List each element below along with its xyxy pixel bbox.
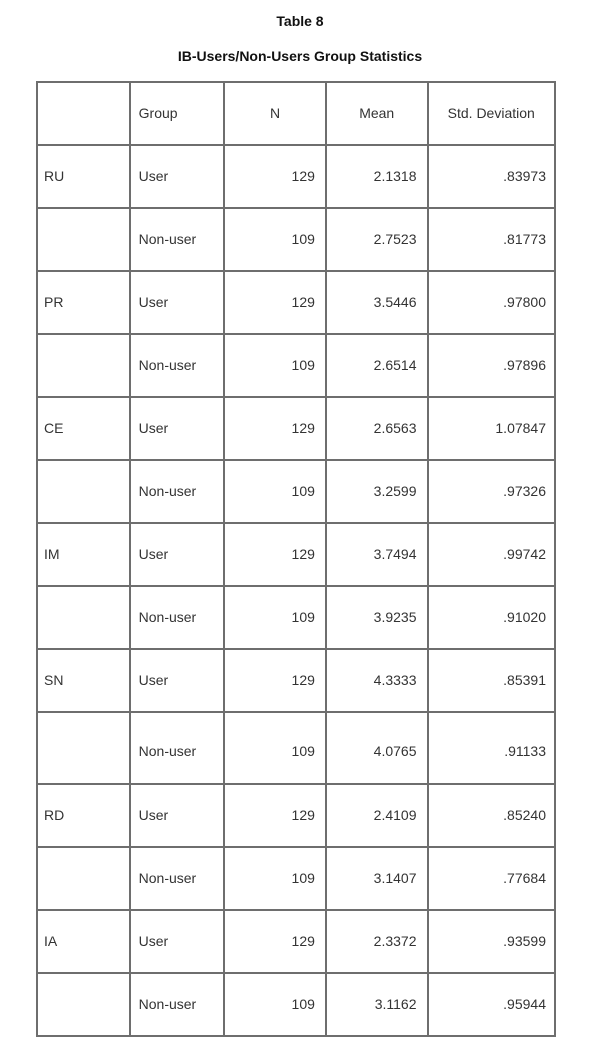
header-cell-mean: Mean xyxy=(327,83,429,146)
cell-variable xyxy=(38,974,131,1037)
cell-std-deviation: .77684 xyxy=(429,848,557,911)
cell-std-deviation: .97800 xyxy=(429,272,557,335)
cell-mean: 3.9235 xyxy=(327,587,429,650)
cell-group: User xyxy=(131,524,226,587)
cell-mean: 3.2599 xyxy=(327,461,429,524)
cell-std-deviation: .85240 xyxy=(429,785,557,848)
table-row xyxy=(38,335,556,398)
cell-n: 129 xyxy=(225,650,327,713)
cell-std-deviation: .95944 xyxy=(429,974,557,1037)
table-row xyxy=(38,146,556,209)
table-row xyxy=(38,974,556,1037)
cell-n: 129 xyxy=(225,398,327,461)
table-row xyxy=(38,848,556,911)
cell-variable: RU xyxy=(38,146,131,209)
cell-n: 109 xyxy=(225,848,327,911)
cell-group: User xyxy=(131,911,226,974)
cell-mean: 3.1162 xyxy=(327,974,429,1037)
cell-group: Non-user xyxy=(131,587,226,650)
cell-group: Non-user xyxy=(131,974,226,1037)
header-cell-variable xyxy=(38,83,131,146)
cell-std-deviation: .99742 xyxy=(429,524,557,587)
cell-group: User xyxy=(131,398,226,461)
table-row xyxy=(38,209,556,272)
cell-std-deviation: .91020 xyxy=(429,587,557,650)
table-header-row xyxy=(38,83,556,146)
cell-group: Non-user xyxy=(131,713,226,785)
cell-std-deviation: .97896 xyxy=(429,335,557,398)
cell-variable: IM xyxy=(38,524,131,587)
cell-variable: PR xyxy=(38,272,131,335)
cell-variable xyxy=(38,587,131,650)
cell-group: User xyxy=(131,650,226,713)
cell-mean: 4.3333 xyxy=(327,650,429,713)
table-row xyxy=(38,461,556,524)
cell-variable xyxy=(38,713,131,785)
cell-mean: 3.1407 xyxy=(327,848,429,911)
cell-n: 129 xyxy=(225,146,327,209)
cell-group: Non-user xyxy=(131,335,226,398)
cell-mean: 2.6514 xyxy=(327,335,429,398)
cell-mean: 2.7523 xyxy=(327,209,429,272)
cell-n: 109 xyxy=(225,461,327,524)
cell-variable xyxy=(38,461,131,524)
table-title: Table 8 xyxy=(276,13,324,29)
header-cell-n: N xyxy=(225,83,327,146)
cell-mean: 2.1318 xyxy=(327,146,429,209)
cell-std-deviation: .97326 xyxy=(429,461,557,524)
cell-variable: CE xyxy=(38,398,131,461)
cell-n: 129 xyxy=(225,911,327,974)
cell-mean: 3.5446 xyxy=(327,272,429,335)
cell-mean: 2.6563 xyxy=(327,398,429,461)
cell-group: User xyxy=(131,272,226,335)
cell-n: 109 xyxy=(225,713,327,785)
cell-std-deviation: .93599 xyxy=(429,911,557,974)
header-cell-std-deviation: Std. Deviation xyxy=(429,83,556,146)
cell-n: 129 xyxy=(225,524,327,587)
cell-n: 129 xyxy=(225,785,327,848)
group-statistics-table xyxy=(36,81,556,1037)
cell-std-deviation: 1.07847 xyxy=(429,398,557,461)
table-row xyxy=(38,650,556,713)
header-cell-group: Group xyxy=(131,83,226,146)
table-row xyxy=(38,587,556,650)
table-row xyxy=(38,785,556,848)
table-subtitle: IB-Users/Non-Users Group Statistics xyxy=(177,48,423,64)
cell-std-deviation: .85391 xyxy=(429,650,557,713)
cell-std-deviation: .81773 xyxy=(429,209,557,272)
cell-variable xyxy=(38,848,131,911)
cell-group: User xyxy=(131,785,226,848)
cell-n: 109 xyxy=(225,335,327,398)
table-row xyxy=(38,524,556,587)
cell-std-deviation: .91133 xyxy=(429,713,557,785)
cell-std-deviation: .83973 xyxy=(429,146,557,209)
cell-mean: 4.0765 xyxy=(327,713,429,785)
cell-n: 109 xyxy=(225,209,327,272)
cell-variable xyxy=(38,209,131,272)
cell-n: 129 xyxy=(225,272,327,335)
table-row xyxy=(38,713,556,785)
cell-n: 109 xyxy=(225,974,327,1037)
cell-group: User xyxy=(131,146,226,209)
cell-n: 109 xyxy=(225,587,327,650)
cell-variable: SN xyxy=(38,650,131,713)
cell-mean: 2.4109 xyxy=(327,785,429,848)
cell-variable xyxy=(38,335,131,398)
table-body xyxy=(38,146,556,1037)
table-row xyxy=(38,272,556,335)
cell-variable: RD xyxy=(38,785,131,848)
cell-group: Non-user xyxy=(131,461,226,524)
cell-group: Non-user xyxy=(131,848,226,911)
cell-group: Non-user xyxy=(131,209,226,272)
cell-variable: IA xyxy=(38,911,131,974)
cell-mean: 3.7494 xyxy=(327,524,429,587)
cell-mean: 2.3372 xyxy=(327,911,429,974)
table-row xyxy=(38,398,556,461)
table-row xyxy=(38,911,556,974)
